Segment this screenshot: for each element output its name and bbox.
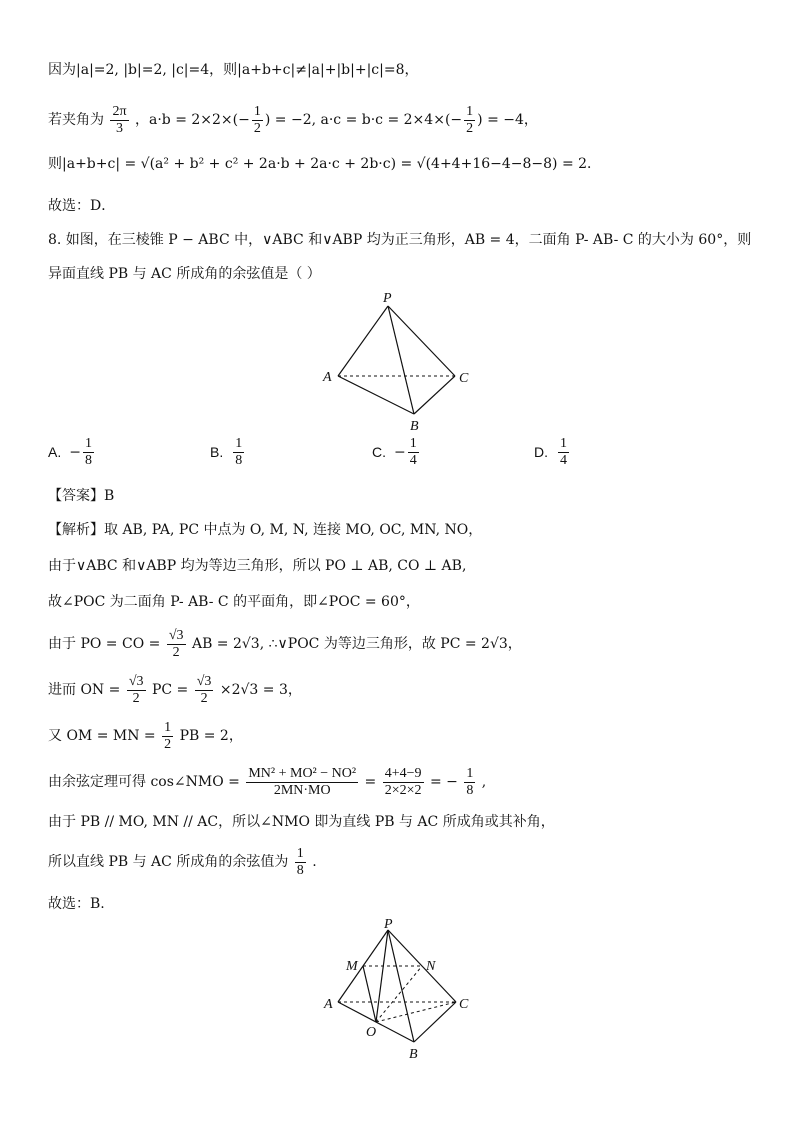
edge-PC bbox=[388, 306, 455, 376]
fraction-2pi-3: $\frac{2\pi}{3}$ bbox=[112, 103, 127, 136]
edge-PA bbox=[338, 306, 388, 376]
solution-line-1 bbox=[48, 60, 419, 80]
edge-PB bbox=[388, 930, 414, 1042]
label-C: C bbox=[459, 997, 469, 1012]
solution-step-10: 故选：B. bbox=[48, 896, 105, 912]
edge-BC bbox=[414, 376, 455, 414]
option-d-label: D. bbox=[534, 443, 548, 460]
tetrahedron-figure-1 bbox=[310, 288, 490, 438]
text-line-3: 则|a+b+c| = √(a² + b² + c² + 2a·b + 2a·c + 2b·c) = √(4+4+16−4−8−8) = 2． bbox=[48, 156, 602, 172]
text-line-2-mid: ，a·b = 2×2× bbox=[134, 112, 233, 128]
label-O: O bbox=[366, 1025, 377, 1040]
tetrahedron-figure-2 bbox=[318, 918, 488, 1068]
solution-step-3: 故∠POC 为二面角 P- AB- C 的平面角，即∠POC = 60°， bbox=[48, 594, 420, 610]
solution-step-6: 又 OM = MN = $\frac{1}{2}$ PB = 2， bbox=[48, 719, 243, 752]
edge-PB bbox=[388, 306, 414, 414]
solution-step-5: 进而 ON = $\frac{√3}{2}$ PC = $\frac{√3}{2}$ ×2√3 = 3， bbox=[48, 673, 302, 706]
segment-MO bbox=[363, 966, 376, 1022]
answer-text: 【答案】B bbox=[48, 488, 115, 504]
segment-NO bbox=[376, 966, 422, 1022]
solution-step-4: 由于 PO = CO = $\frac{√3}{2}$ AB = 2√3, ∴∨POC 为等边三角形，故 PC = 2√3， bbox=[48, 627, 522, 660]
segment-OC bbox=[376, 1002, 456, 1022]
fraction-half-c: $\frac{1}{2}$ bbox=[164, 719, 172, 752]
fraction-cosine-law: $\frac{\text{MN² + MO² − NO²}}{2MN\cdot MO}$ bbox=[248, 765, 357, 798]
option-d-fraction: $\frac{1}{4}$ bbox=[560, 436, 567, 468]
question-8-line-a bbox=[48, 230, 751, 250]
option-b-fraction: $\frac{1}{8}$ bbox=[235, 436, 243, 468]
option-a-label: A. bbox=[48, 443, 62, 460]
option-c-fraction: $\frac{1}{4}$ bbox=[409, 436, 417, 468]
label-P: P bbox=[383, 291, 392, 306]
solution-step-9: 所以直线 PB 与 AC 所成角的余弦值为 $\frac{1}{8}$ . bbox=[48, 845, 317, 878]
label-C: C bbox=[459, 371, 469, 386]
solution-step-7: 由余弦定理可得 cos∠NMO = $\frac{\text{MN² + MO² − NO²}}{2MN\cdot MO}$ = $\frac{4+4-9}{2\times 2\times 2}$ = − $\frac{1}{8}$ , bbox=[48, 765, 487, 798]
solution-line-2: 若夹角为 $\frac{2\pi}{3}$ ，a·b = 2×2×(− $\frac{1}{2}$ ) = −2, a·c = b·c = 2×4×(− $\frac{1}{2}$ ) = −4， bbox=[48, 103, 538, 136]
label-M: M bbox=[346, 959, 358, 974]
fraction-sqrt3-over-2-a: $\frac{√3}{2}$ bbox=[168, 627, 184, 660]
option-b-label: B. bbox=[210, 443, 224, 460]
solution-step-8: 由于 PB // MO, MN // AC，所以∠NMO 即为直线 PB 与 AC 所成角或其补角， bbox=[48, 814, 555, 830]
question-8-line-b bbox=[48, 264, 321, 284]
label-A: A bbox=[324, 997, 333, 1012]
solution-line-4 bbox=[48, 196, 115, 216]
solution-step-2: 由于∨ABC 和∨ABP 均为等边三角形，所以 PO ⊥ AB, CO ⊥ AB, bbox=[48, 558, 467, 574]
label-B: B bbox=[410, 419, 419, 434]
solution-line-3 bbox=[48, 154, 601, 174]
fraction-half-b: $\frac{1}{2}$ bbox=[466, 103, 474, 136]
text-line-1: 因为|a|=2, |b|=2, |c|=4，则|a+b+c|≠|a|+|b|+|c|=8， bbox=[48, 62, 419, 78]
option-c-label: C. bbox=[372, 443, 386, 460]
option-a[interactable]: A. − $\frac{1}{8}$ bbox=[48, 436, 92, 468]
label-B: B bbox=[409, 1047, 418, 1062]
edge-AB bbox=[338, 376, 414, 414]
text-line-2-tail: = −4， bbox=[487, 112, 538, 128]
label-P: P bbox=[384, 918, 393, 932]
fraction-numeric: $\frac{4+4-9}{2\times 2\times 2}$ bbox=[384, 765, 422, 798]
option-a-fraction: $\frac{1}{8}$ bbox=[84, 436, 92, 468]
question-8-text-a: 8. 如图，在三棱锥 P − ABC 中，∨ABC 和∨ABP 均为正三角形，AB = 4，二面角 P- AB- C 的大小为 60°，则 bbox=[48, 232, 752, 248]
fraction-sqrt3-over-2-b: $\frac{√3}{2}$ bbox=[128, 673, 144, 706]
text-line-4: 故选：D． bbox=[48, 198, 116, 214]
text-line-2-prefix: 若夹角为 bbox=[48, 112, 104, 128]
fraction-half-a: $\frac{1}{2}$ bbox=[253, 103, 261, 136]
label-N: N bbox=[426, 959, 436, 974]
fraction-one-eighth-a: $\frac{1}{8}$ bbox=[466, 765, 474, 798]
fraction-one-eighth-b: $\frac{1}{8}$ bbox=[296, 845, 304, 878]
text-line-2-a: = −2, a·c = b·c = 2×4× bbox=[274, 112, 445, 128]
edge-BC bbox=[414, 1002, 456, 1042]
solution-step-1: 【解析】取 AB, PA, PC 中点为 O, M, N, 连接 MO, OC, MN, NO， bbox=[48, 522, 483, 538]
option-c[interactable]: C. − $\frac{1}{4}$ bbox=[372, 436, 417, 468]
label-A: A bbox=[323, 370, 332, 385]
question-8-text-b: 异面直线 PB 与 AC 所成角的余弦值是（ ） bbox=[48, 266, 321, 282]
fraction-sqrt3-over-2-c: $\frac{√3}{2}$ bbox=[196, 673, 212, 706]
option-d[interactable] bbox=[534, 436, 571, 469]
option-b[interactable] bbox=[210, 436, 246, 469]
answer-line bbox=[48, 486, 114, 506]
